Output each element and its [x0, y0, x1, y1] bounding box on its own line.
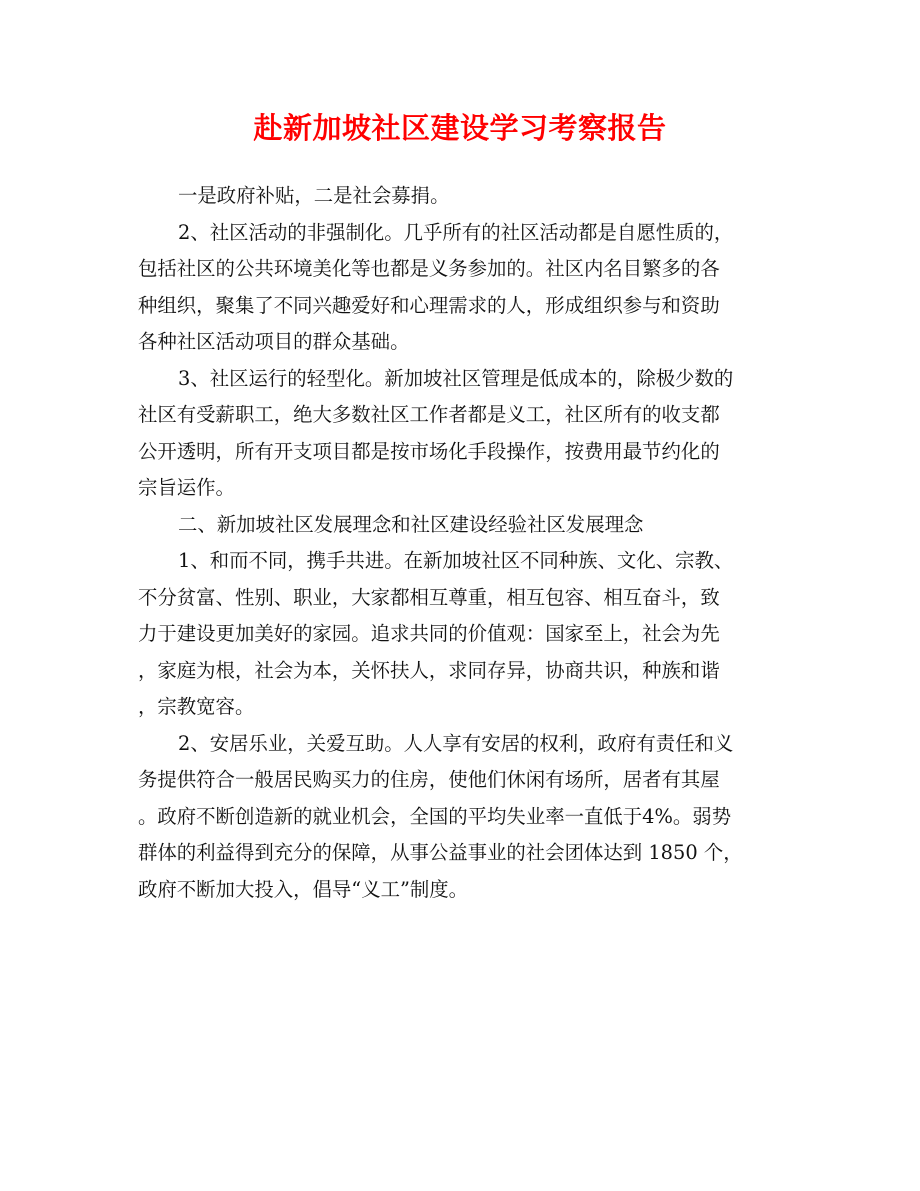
body-line: 群体的利益得到充分的保障，从事公益事业的社会团体达到 1850 个， [138, 841, 743, 864]
body-line: 公开透明，所有开支项目都是按市场化手段操作，按费用最节约化的 [138, 439, 720, 463]
body-line: 社区有受薪职工，绝大多数社区工作者都是义工，社区所有的收支都 [138, 403, 720, 426]
body-line: 各种社区活动项目的群众基础。 [138, 330, 410, 353]
body-line: 种组织，聚集了不同兴趣爱好和心理需求的人，形成组织参与和资助 [138, 293, 720, 317]
body-line: 包括社区的公共环境美化等也都是义务参加的。社区内名目繁多的各 [138, 257, 720, 280]
document-title: 赴新加坡社区建设学习考察报告 [253, 111, 667, 145]
document-body [138, 178, 778, 908]
body-line: 不分贫富、性别、职业，大家都相互尊重，相互包容、相互奋斗，致 [138, 585, 720, 609]
body-line: 1、和而不同，携手共进。在新加坡社区不同种族、文化、宗教、 [178, 549, 734, 572]
body-line: 宗旨运作。 [138, 476, 235, 499]
body-line: 2、安居乐业，关爱互助。人人享有安居的权利，政府有责任和义 [178, 731, 734, 755]
body-line: 二、新加坡社区发展理念和社区建设经验社区发展理念 [178, 512, 644, 536]
body-line: ，家庭为根，社会为本，关怀扶人，求同存异，协商共识，种族和谐 [138, 658, 720, 682]
body-line: 政府不断加大投入，倡导“义工”制度。 [138, 877, 469, 901]
body-line: 2、社区活动的非强制化。几乎所有的社区活动都是自愿性质的， [178, 220, 734, 244]
body-line: ，宗教宽容。 [138, 695, 255, 718]
body-line: 一是政府补贴，二是社会募捐。 [178, 184, 450, 207]
body-line: 力于建设更加美好的家园。追求共同的价值观：国家至上，社会为先 [138, 622, 720, 645]
body-line: 。政府不断创造新的就业机会，全国的平均失业率一直低于4%。弱势 [138, 804, 732, 828]
body-line: 3、社区运行的轻型化。新加坡社区管理是低成本的，除极少数的 [178, 366, 734, 390]
body-line: 务提供符合一般居民购买力的住房，使他们休闲有场所，居者有其屋 [138, 768, 720, 791]
